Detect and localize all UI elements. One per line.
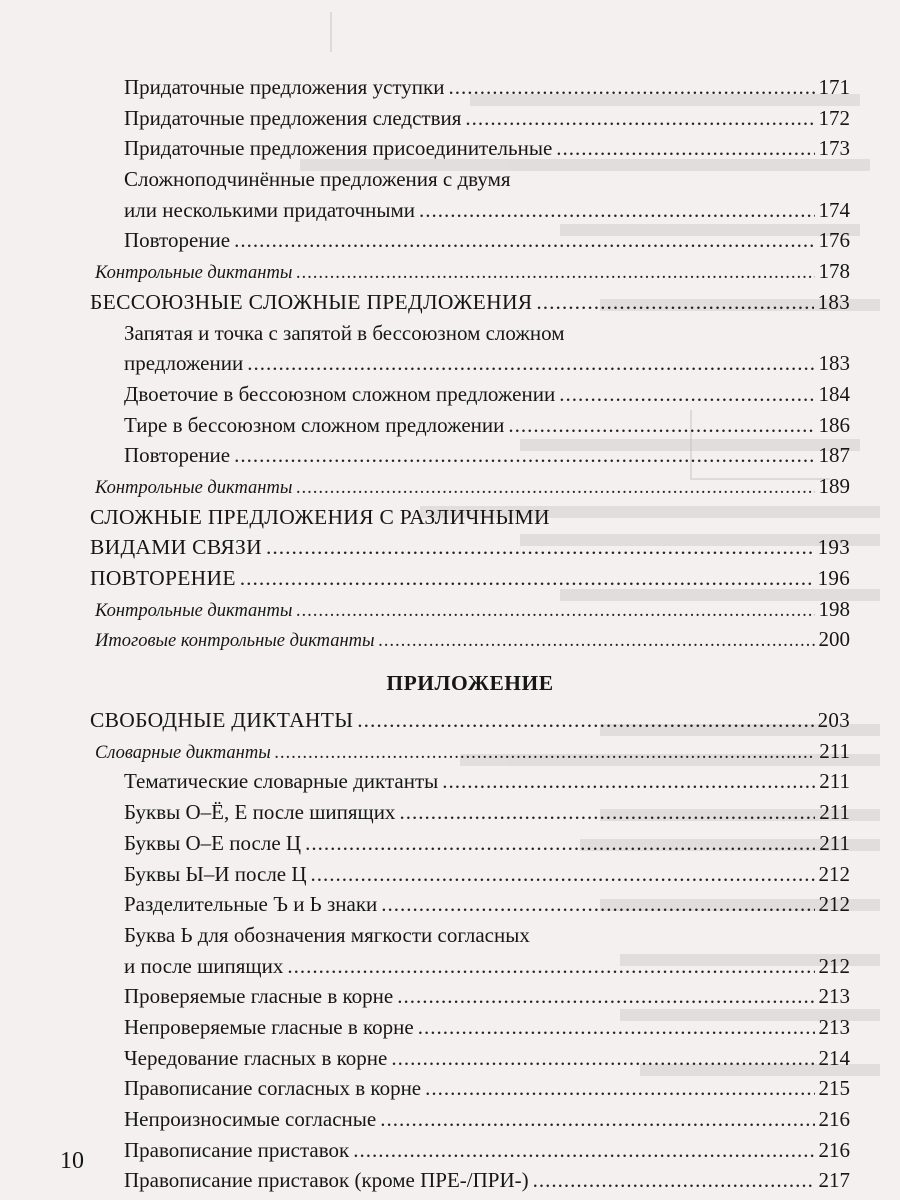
dot-leader	[379, 626, 815, 657]
toc-entry-title: Разделительные Ъ и Ь знаки	[124, 892, 378, 917]
toc-entry	[90, 410, 850, 441]
dot-leader	[240, 563, 814, 594]
toc-entry-page: 187	[818, 443, 850, 468]
appendix-heading: ПРИЛОЖЕНИЕ	[386, 671, 554, 696]
toc-entry-page: 212	[818, 861, 850, 886]
toc-entry-title: Чередование гласных в корне	[124, 1045, 388, 1070]
toc-entry-title: Буквы О–Е после Ц	[124, 830, 302, 855]
toc-entry-page: 211	[819, 769, 850, 794]
dot-leader	[296, 596, 814, 627]
toc-entry-title: ПОВТОРЕНИЕ	[90, 566, 236, 590]
dot-leader	[266, 532, 814, 563]
toc-entry	[90, 797, 850, 828]
dot-leader	[247, 348, 814, 379]
page-number: 10	[60, 1148, 84, 1174]
toc-entry	[90, 859, 850, 890]
toc-entry-page: 176	[818, 228, 850, 253]
dot-leader	[399, 797, 815, 828]
table-of-contents	[90, 72, 850, 1196]
toc-entry	[90, 828, 850, 859]
toc-entry	[90, 287, 850, 318]
toc-entry	[90, 1165, 850, 1196]
toc-entry-page: 213	[818, 984, 850, 1009]
toc-entry	[90, 705, 850, 736]
dot-leader	[508, 410, 814, 441]
toc-entry-line: Запятая и точка с запятой в бессоюзном сложном	[124, 320, 565, 345]
dot-leader	[311, 859, 815, 890]
dot-leader	[419, 195, 815, 226]
toc-entry-title: или несколькими придаточными	[124, 197, 415, 222]
dot-leader	[296, 258, 814, 289]
toc-entry-page: 211	[819, 830, 850, 855]
toc-entry-page: 212	[818, 953, 850, 978]
toc-entry-page: 184	[818, 381, 850, 406]
toc-entry-title: Тире в бессоюзном сложном предложении	[124, 412, 505, 437]
dot-leader	[234, 225, 814, 256]
toc-entry-title: Повторение	[124, 443, 231, 468]
toc-entry-page: 198	[818, 596, 850, 621]
toc-entry	[90, 1073, 850, 1104]
dot-leader	[357, 705, 813, 736]
dot-leader	[465, 103, 814, 134]
toc-entry-page: 200	[818, 627, 850, 652]
toc-entry-title: предложении	[124, 351, 244, 376]
toc-entry-title: СВОБОДНЫЕ ДИКТАНТЫ	[90, 708, 354, 733]
dot-leader	[559, 379, 814, 410]
toc-entry-title: Контрольные диктанты	[95, 600, 293, 621]
toc-entry	[90, 594, 850, 625]
toc-entry-title: Придаточные предложения уступки	[124, 75, 445, 99]
toc-entry	[90, 379, 850, 410]
toc-entry-line: Сложноподчинённые предложения с двумя	[124, 167, 511, 192]
toc-entry-page: 213	[818, 1014, 850, 1039]
toc-entry-page: 211	[819, 800, 850, 825]
toc-entry	[90, 624, 850, 655]
dot-leader	[425, 1073, 814, 1104]
toc-entry	[90, 72, 850, 103]
toc-entry	[90, 133, 850, 164]
toc-entry	[90, 766, 850, 797]
toc-entry-title: Придаточные предложения присоединительные	[124, 136, 553, 161]
toc-entry	[90, 532, 850, 563]
toc-entry-page: 183	[818, 351, 850, 376]
toc-entry-title: Буквы О–Ё, Е после шипящих	[124, 800, 396, 825]
toc-entry	[90, 348, 850, 379]
dot-leader	[442, 766, 815, 797]
toc-section-appendix	[90, 705, 850, 1196]
dot-leader	[391, 1043, 814, 1074]
toc-entry-line: СЛОЖНЫЕ ПРЕДЛОЖЕНИЯ С РАЗЛИЧНЫМИ	[90, 504, 550, 529]
dot-leader	[556, 133, 814, 164]
toc-entry-title: Итоговые контрольные диктанты	[95, 631, 375, 652]
toc-entry-page: 196	[817, 566, 850, 590]
toc-entry-title: БЕССОЮЗНЫЕ СЛОЖНЫЕ ПРЕДЛОЖЕНИЯ	[90, 289, 533, 314]
toc-entry	[90, 889, 850, 920]
dot-leader	[353, 1135, 814, 1166]
dot-leader	[536, 287, 813, 318]
dot-leader	[287, 951, 814, 982]
toc-entry	[90, 225, 850, 256]
dot-leader	[397, 981, 814, 1012]
dot-leader	[234, 440, 814, 471]
toc-entry-title: Контрольные диктанты	[95, 263, 293, 284]
toc-entry	[90, 1043, 850, 1074]
toc-entry-title: Непроверяемые гласные в корне	[124, 1014, 414, 1039]
toc-entry-page: 217	[818, 1168, 850, 1193]
toc-section-main	[90, 72, 850, 655]
toc-entry	[90, 256, 850, 287]
toc-entry-title: Буквы Ы–И после Ц	[124, 861, 307, 886]
toc-entry	[90, 981, 850, 1012]
toc-entry-page: 173	[818, 136, 850, 161]
toc-entry-title: Двоеточие в бессоюзном сложном предложении	[124, 381, 556, 406]
toc-entry	[90, 1135, 850, 1166]
dot-leader	[448, 72, 814, 103]
toc-entry	[90, 471, 850, 502]
toc-entry-page: 215	[818, 1076, 850, 1101]
toc-entry	[90, 103, 850, 134]
toc-entry-title: Правописание приставок (кроме ПРЕ-/ПРИ-)	[124, 1168, 529, 1193]
toc-entry-page: 183	[817, 289, 850, 314]
toc-entry-page: 178	[818, 259, 850, 284]
toc-entry-page: 193	[817, 535, 850, 560]
dot-leader	[305, 828, 815, 859]
toc-entry-title: Правописание приставок	[124, 1137, 350, 1162]
toc-entry-title: ВИДАМИ СВЯЗИ	[90, 535, 262, 560]
toc-entry	[90, 440, 850, 471]
toc-entry-title: Правописание согласных в корне	[124, 1076, 422, 1101]
toc-entry	[90, 736, 850, 767]
toc-entry	[90, 195, 850, 226]
toc-entry-line: Буква Ь для обозначения мягкости согласных	[124, 922, 530, 947]
toc-entry-page: 203	[817, 708, 850, 733]
toc-entry-page: 189	[818, 473, 850, 498]
dot-leader	[381, 889, 814, 920]
toc-entry-title: Повторение	[124, 228, 231, 253]
toc-entry-page: 216	[818, 1137, 850, 1162]
toc-entry-title: Придаточные предложения следствия	[124, 105, 462, 130]
dot-leader	[418, 1012, 815, 1043]
toc-entry-page: 186	[818, 412, 850, 437]
toc-entry-title: Тематические словарные диктанты	[124, 769, 439, 794]
dot-leader	[296, 473, 814, 504]
toc-entry-page: 211	[819, 738, 850, 763]
toc-entry	[90, 951, 850, 982]
toc-entry-page: 174	[818, 197, 850, 222]
toc-entry-title: Проверяемые гласные в корне	[124, 984, 394, 1009]
toc-entry-title: и после шипящих	[124, 953, 284, 978]
toc-entry-title: Словарные диктанты	[95, 742, 271, 763]
toc-entry-title: Непроизносимые согласные	[124, 1107, 377, 1131]
toc-entry-title: Контрольные диктанты	[95, 477, 293, 498]
toc-entry	[90, 1012, 850, 1043]
toc-entry-page: 214	[818, 1045, 850, 1070]
toc-entry	[90, 1104, 850, 1135]
toc-entry-page: 216	[818, 1107, 850, 1131]
dot-leader	[533, 1165, 815, 1196]
dot-leader	[275, 738, 816, 769]
toc-entry-page: 212	[818, 892, 850, 917]
toc-entry-page: 171	[818, 75, 850, 99]
toc-entry	[90, 563, 850, 594]
toc-entry-page: 172	[818, 105, 850, 130]
dot-leader	[380, 1104, 814, 1135]
